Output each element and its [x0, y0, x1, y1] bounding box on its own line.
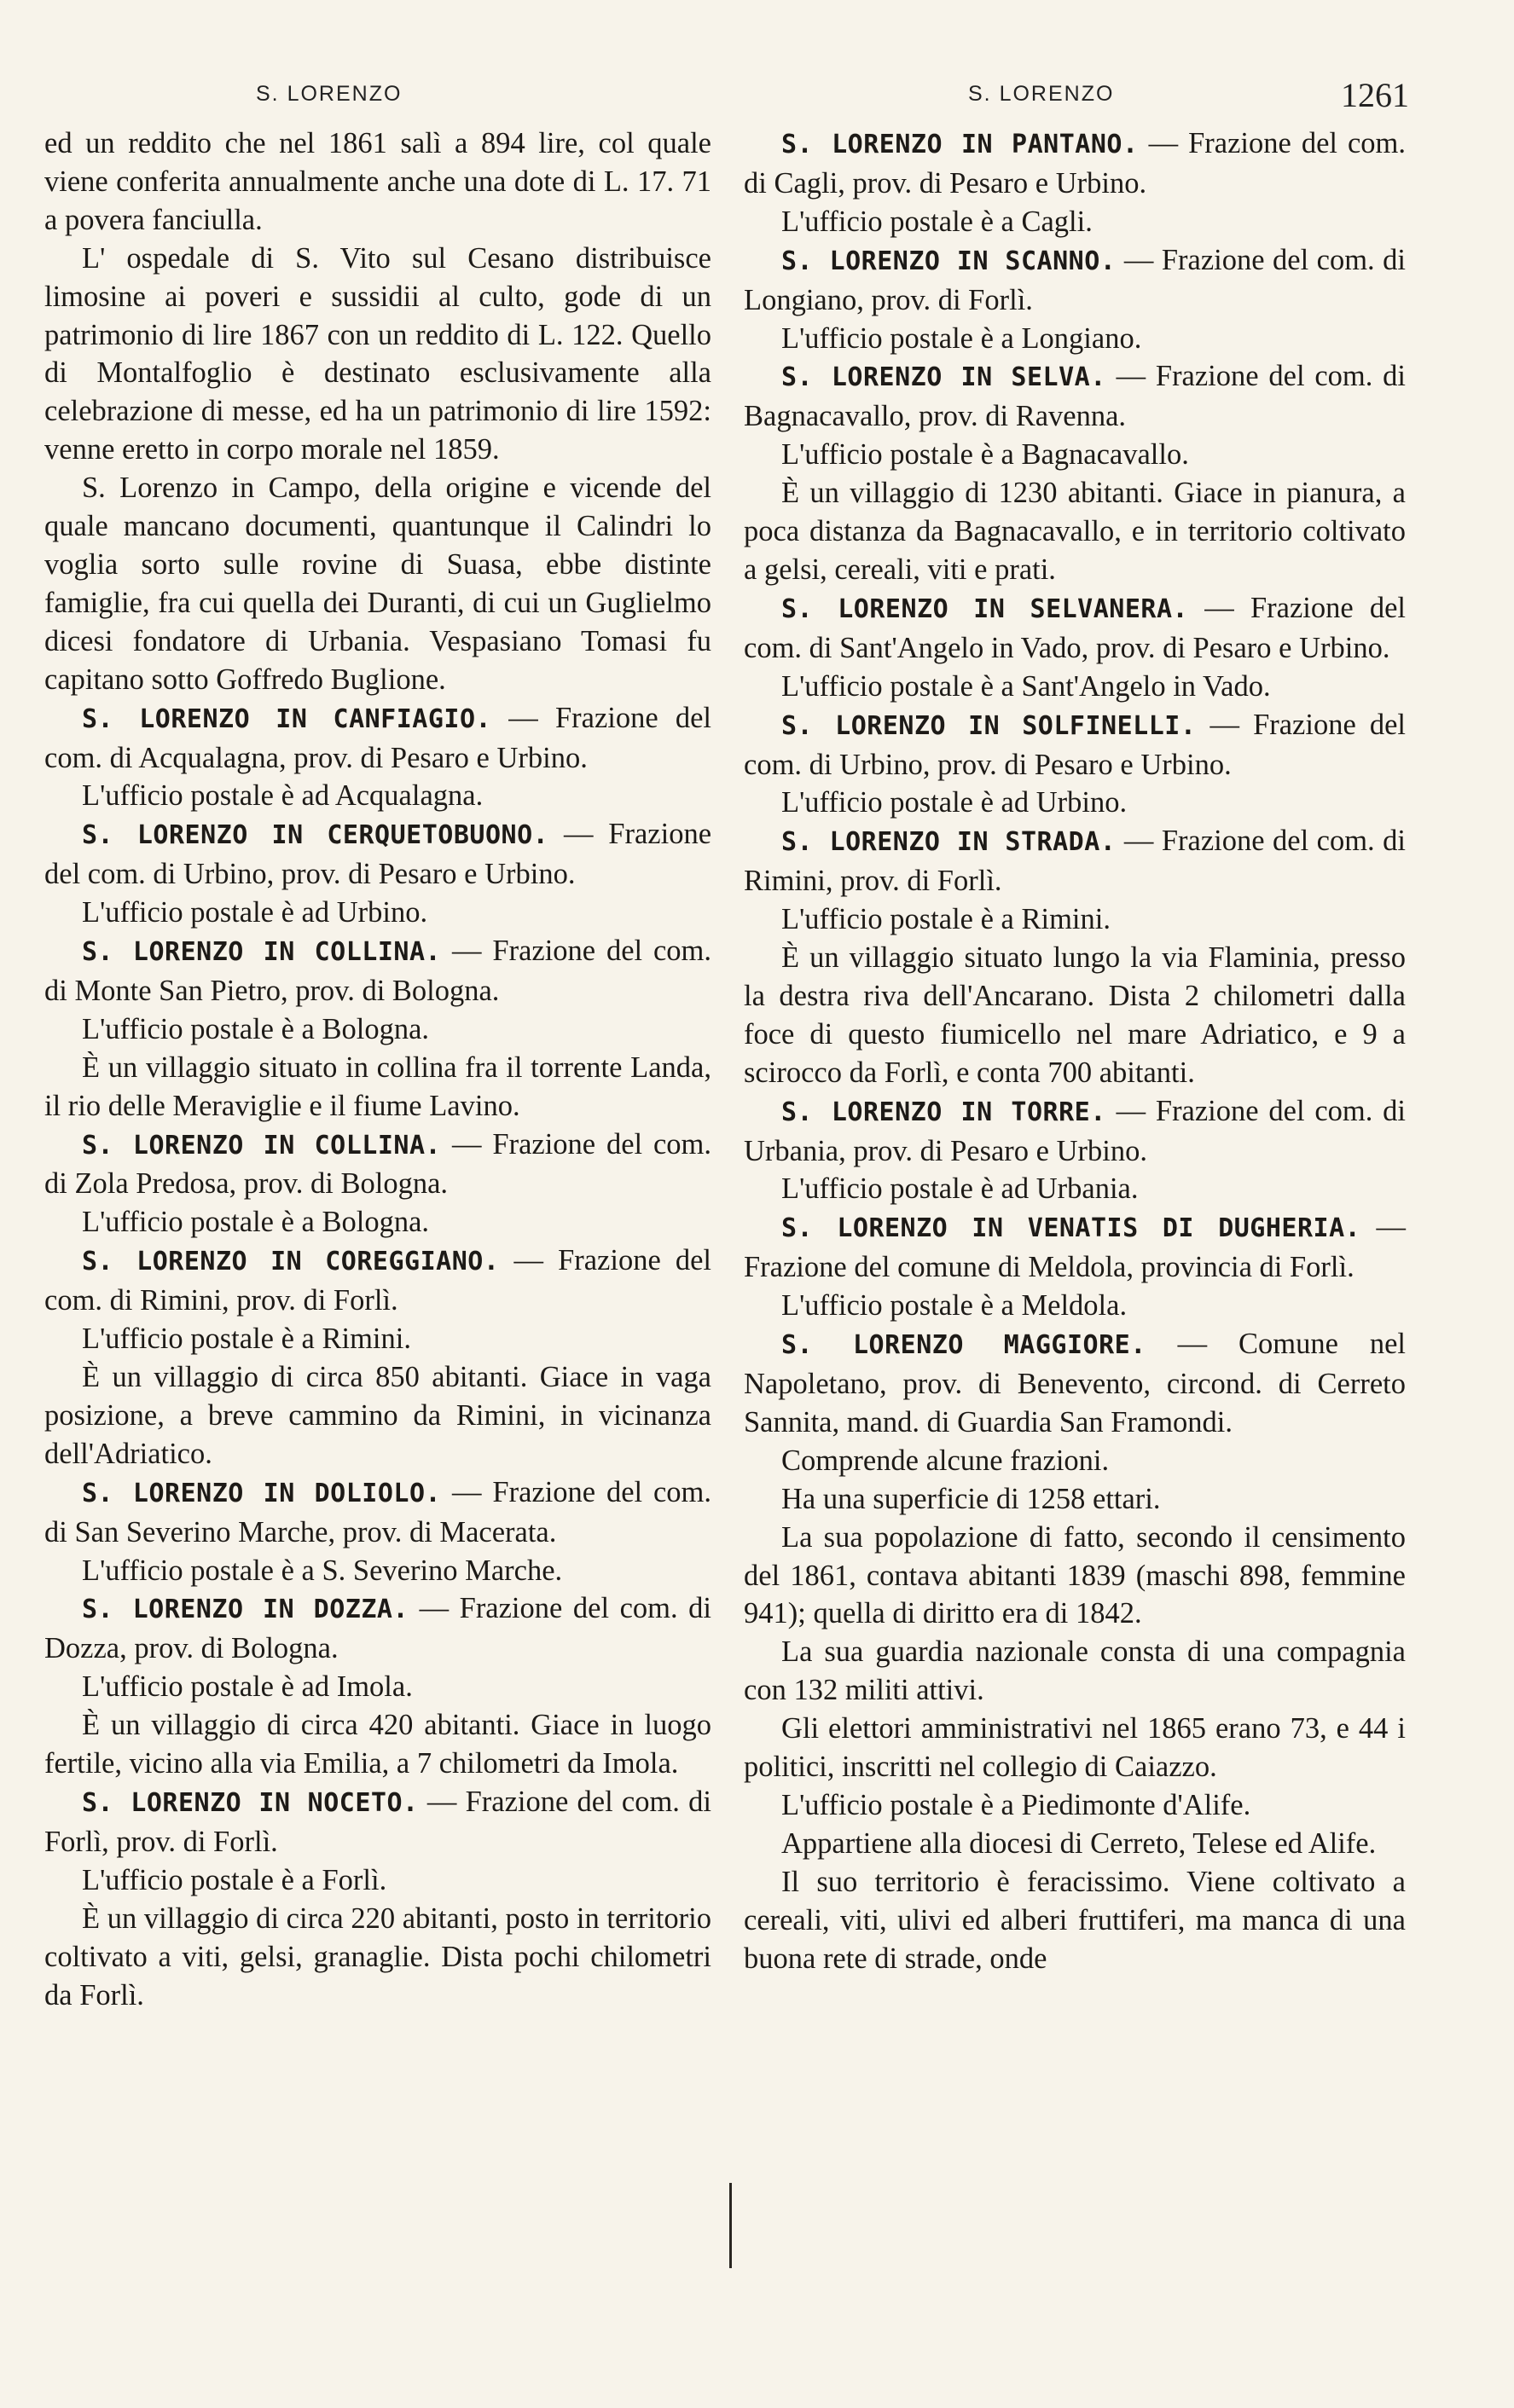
- entry-text: — Frazione del com. di Urbino, prov. di Pesaro e Urbino.: [744, 708, 1406, 781]
- paragraph: [744, 1519, 1406, 1634]
- paragraph: [44, 894, 711, 932]
- paragraph: [744, 436, 1406, 474]
- entry-text: Gli elettori amministrativi nel 1865 erano 73, e 44 i politici, inscritti nel collegio di Caiazzo.: [744, 1712, 1406, 1784]
- right-column: [744, 124, 1406, 1978]
- entry-text: L'ufficio postale è a Rimini.: [781, 903, 1111, 936]
- entry-paragraph: [744, 589, 1406, 668]
- entry-text: Comprende alcune frazioni.: [781, 1444, 1110, 1477]
- paragraph: [744, 320, 1406, 358]
- entry-text: È un villaggio situato in collina fra il torrente Landa, il rio delle Meraviglie e il fiume Lavino.: [44, 1051, 711, 1122]
- entry-text: L'ufficio postale è a Sant'Angelo in Vado.: [781, 669, 1271, 703]
- paragraph: [744, 784, 1406, 822]
- entry-text: — Frazione del comune di Meldola, provincia di Forlì.: [744, 1211, 1407, 1284]
- entry-text: — Frazione del com. di San Severino Marche, prov. di Macerata.: [44, 1475, 712, 1548]
- entry-text: L'ufficio postale è a Bologna.: [82, 1012, 430, 1045]
- entry-paragraph: [744, 357, 1406, 436]
- paragraph: [744, 1170, 1406, 1208]
- entry-heading: S. LORENZO IN CANFIAGIO.: [82, 703, 492, 734]
- running-head-left: S. LORENZO: [256, 82, 403, 106]
- entry-paragraph: [44, 699, 711, 778]
- entry-paragraph: [744, 706, 1406, 784]
- entry-heading: S. LORENZO IN PANTANO.: [781, 130, 1139, 159]
- entry-paragraph: [44, 1783, 711, 1861]
- entry-heading: S. LORENZO IN SELVA.: [781, 362, 1106, 393]
- entry-text: È un villaggio di circa 420 abitanti. Giace in luogo fertile, vicino alla via Emilia, a 7 chilometri da Imola.: [44, 1709, 711, 1780]
- paragraph: [744, 1825, 1406, 1863]
- paragraph: [44, 1552, 711, 1590]
- paragraph: [744, 1786, 1406, 1825]
- paragraph: [744, 1287, 1406, 1325]
- entry-heading: S. LORENZO IN SELVANERA.: [781, 593, 1189, 624]
- entry-text: È un villaggio di circa 220 abitanti, posto in territorio coltivato a viti, gelsi, granaglie. Dista pochi chilometri da Forlì.: [44, 1902, 711, 2011]
- entry-text: — Frazione del com. di Urbino, prov. di Pesaro e Urbino.: [44, 818, 712, 891]
- entry-heading: S. LORENZO IN SCANNO.: [781, 246, 1117, 276]
- entry-heading: S. LORENZO IN NOCETO.: [82, 1787, 419, 1818]
- entry-text: — Comune nel Napoletano, prov. di Benevento, circond. di Cerreto Sannita, mand. di Guardia San Framondi.: [744, 1328, 1406, 1438]
- entry-heading: S. LORENZO IN TORRE.: [781, 1097, 1106, 1127]
- paragraph: [44, 1668, 711, 1706]
- entry-text: ed un reddito che nel 1861 salì a 894 lire, col quale viene conferita annualmente anche una dote di L. 17. 71 a povera fanciulla.: [44, 127, 711, 236]
- paragraph: [744, 203, 1406, 241]
- left-column: [44, 124, 711, 2014]
- entry-heading: S. LORENZO IN STRADA.: [781, 827, 1117, 858]
- entry-text: — Frazione del com. di Rimini, prov. di Forlì.: [44, 1244, 711, 1317]
- entry-text: L'ufficio postale è a Cagli.: [781, 205, 1093, 238]
- entry-text: Appartiene alla diocesi di Cerreto, Telese ed Alife.: [781, 1826, 1377, 1860]
- entry-paragraph: [44, 932, 711, 1010]
- entry-text: — Frazione del com. di Acqualagna, prov. di Pesaro e Urbino.: [44, 701, 711, 774]
- paragraph: [744, 900, 1406, 939]
- paragraph: [44, 1010, 711, 1049]
- running-head-right: S. LORENZO: [968, 82, 1115, 106]
- entry-text: S. Lorenzo in Campo, della origine e vicende del quale mancano documenti, quantunque il Calindri lo voglia sorto sulle rovine di Suasa, ebbe distinte famiglie, fra cui quella dei Duranti, di cui un Guglielmo dicesi fondatore di Urbania. Vespasiano Tomasi fu capitano sotto Goffredo Buglione.: [44, 472, 711, 696]
- entry-text: L'ufficio postale è a Bagnacavallo.: [781, 438, 1189, 472]
- entry-text: — Frazione del com. di Urbania, prov. di Pesaro e Urbino.: [744, 1094, 1406, 1167]
- paragraph: [744, 668, 1406, 706]
- entry-text: — Frazione del com. di Zola Predosa, prov. di Bologna.: [44, 1127, 712, 1201]
- paragraph: [44, 124, 711, 240]
- entry-text: L'ufficio postale è a S. Severino Marche.: [82, 1554, 563, 1587]
- paragraph: [44, 1203, 711, 1242]
- paragraph: [44, 1706, 711, 1783]
- entry-text: — Frazione del com. di Monte San Pietro, prov. di Bologna.: [44, 935, 712, 1007]
- entry-text: L'ufficio postale è a Rimini.: [82, 1323, 411, 1356]
- paragraph: [44, 777, 711, 815]
- entry-paragraph: [44, 1242, 711, 1320]
- entry-text: L'ufficio postale è ad Acqualagna.: [82, 779, 484, 813]
- paragraph: [44, 1900, 711, 2015]
- entry-paragraph: [44, 815, 711, 894]
- entry-text: La sua popolazione di fatto, secondo il censimento del 1861, contava abitanti 1839 (maschi 898, femmine 941); quella di diritto era di 1842.: [744, 1520, 1406, 1630]
- entry-heading: S. LORENZO IN VENATIS DI DUGHERIA.: [781, 1213, 1361, 1244]
- paragraph: [44, 240, 711, 469]
- entry-text: — Frazione del com. di Rimini, prov. di Forlì.: [744, 825, 1406, 898]
- paragraph: [44, 1861, 711, 1900]
- paragraph: [44, 1320, 711, 1358]
- entry-text: — Frazione del com. di Sant'Angelo in Vado, prov. di Pesaro e Urbino.: [744, 591, 1406, 664]
- entry-text: L'ufficio postale è ad Urbania.: [781, 1172, 1139, 1206]
- entry-heading: S. LORENZO MAGGIORE.: [781, 1330, 1146, 1361]
- paragraph: [744, 1442, 1406, 1480]
- paragraph: [44, 469, 711, 698]
- entry-text: È un villaggio di 1230 abitanti. Giace in pianura, a poca distanza da Bagnacavallo, e in territorio coltivato a gelsi, cereali, viti e prati.: [744, 477, 1406, 586]
- paragraph: [744, 474, 1406, 589]
- entry-paragraph: [44, 1473, 711, 1552]
- paragraph: [44, 1358, 711, 1473]
- entry-paragraph: [744, 1092, 1406, 1171]
- entry-text: Il suo territorio è feracissimo. Viene coltivato a cereali, viti, ulivi ed alberi fruttiferi, ma manca di una buona rete di strade, onde: [744, 1865, 1406, 1975]
- entry-paragraph: [44, 1126, 711, 1204]
- entry-heading: S. LORENZO IN COLLINA.: [82, 937, 442, 968]
- page-number: 1261: [1341, 76, 1409, 114]
- entry-heading: S. LORENZO IN SOLFINELLI.: [781, 710, 1197, 741]
- entry-text: L'ufficio postale è a Longiano.: [781, 321, 1142, 355]
- entry-text: La sua guardia nazionale consta di una compagnia con 132 militi attivi.: [744, 1635, 1406, 1707]
- entry-text: — Frazione del com. di Longiano, prov. di Forlì.: [744, 243, 1406, 316]
- entry-text: L'ufficio postale è a Meldola.: [781, 1289, 1128, 1323]
- entry-heading: S. LORENZO IN COLLINA.: [82, 1130, 442, 1161]
- entry-heading: S. LORENZO IN COREGGIANO.: [82, 1247, 500, 1277]
- entry-text: L' ospedale di S. Vito sul Cesano distribuisce limosine ai poveri e sussidii al culto, gode di un patrimonio di lire 1867 con un reddito di L. 122. Quello di Montalfoglio è destinato esclusivamente alla celebrazione di messe, ed ha un patrimonio di lire 1592: venne eretto in corpo morale nel 1859.: [44, 241, 711, 466]
- entry-heading: S. LORENZO IN DOLIOLO.: [82, 1478, 442, 1508]
- paragraph: [744, 1863, 1406, 1978]
- entry-heading: S. LORENZO IN DOZZA.: [82, 1595, 409, 1625]
- entry-paragraph: [744, 241, 1406, 320]
- entry-text: L'ufficio postale è ad Urbino.: [781, 786, 1128, 819]
- entry-text: Ha una superficie di 1258 ettari.: [781, 1482, 1161, 1515]
- entry-text: L'ufficio postale è a Forlì.: [82, 1863, 387, 1896]
- entry-text: — Frazione del com. di Forlì, prov. di Forlì.: [44, 1785, 711, 1858]
- entry-text: L'ufficio postale è a Piedimonte d'Alife.: [781, 1788, 1251, 1821]
- entry-paragraph: [44, 1589, 711, 1668]
- entry-text: L'ufficio postale è ad Urbino.: [82, 896, 428, 929]
- paragraph: [744, 1710, 1406, 1786]
- paragraph: [44, 1049, 711, 1126]
- entry-text: È un villaggio situato lungo la via Flaminia, presso la destra riva dell'Ancarano. Dista 2 chilometri dalla foce di questo fiumicello nel mare Adriatico, e 9 a scirocco da Forlì, e conta 700 abitanti.: [744, 941, 1406, 1089]
- entry-paragraph: [744, 1208, 1406, 1287]
- entry-text: — Frazione del com. di Cagli, prov. di Pesaro e Urbino.: [744, 127, 1407, 200]
- paragraph: [744, 1480, 1406, 1519]
- entry-heading: S. LORENZO IN CERQUETOBUONO.: [82, 820, 549, 851]
- entry-text: È un villaggio di circa 850 abitanti. Giace in vaga posizione, a breve cammino da Rimini, in vicinanza dell'Adriatico.: [44, 1361, 711, 1470]
- entry-paragraph: [744, 1325, 1406, 1442]
- column-rule: [729, 2183, 732, 2268]
- entry-text: — Frazione del com. di Bagnacavallo, prov. di Ravenna.: [744, 360, 1406, 433]
- entry-paragraph: [744, 822, 1406, 900]
- entry-text: L'ufficio postale è ad Imola.: [82, 1670, 413, 1704]
- entry-text: L'ufficio postale è a Bologna.: [82, 1206, 430, 1239]
- paragraph: [744, 1633, 1406, 1710]
- entry-paragraph: [744, 124, 1406, 203]
- entry-text: — Frazione del com. di Dozza, prov. di Bologna.: [44, 1592, 711, 1665]
- paragraph: [744, 939, 1406, 1092]
